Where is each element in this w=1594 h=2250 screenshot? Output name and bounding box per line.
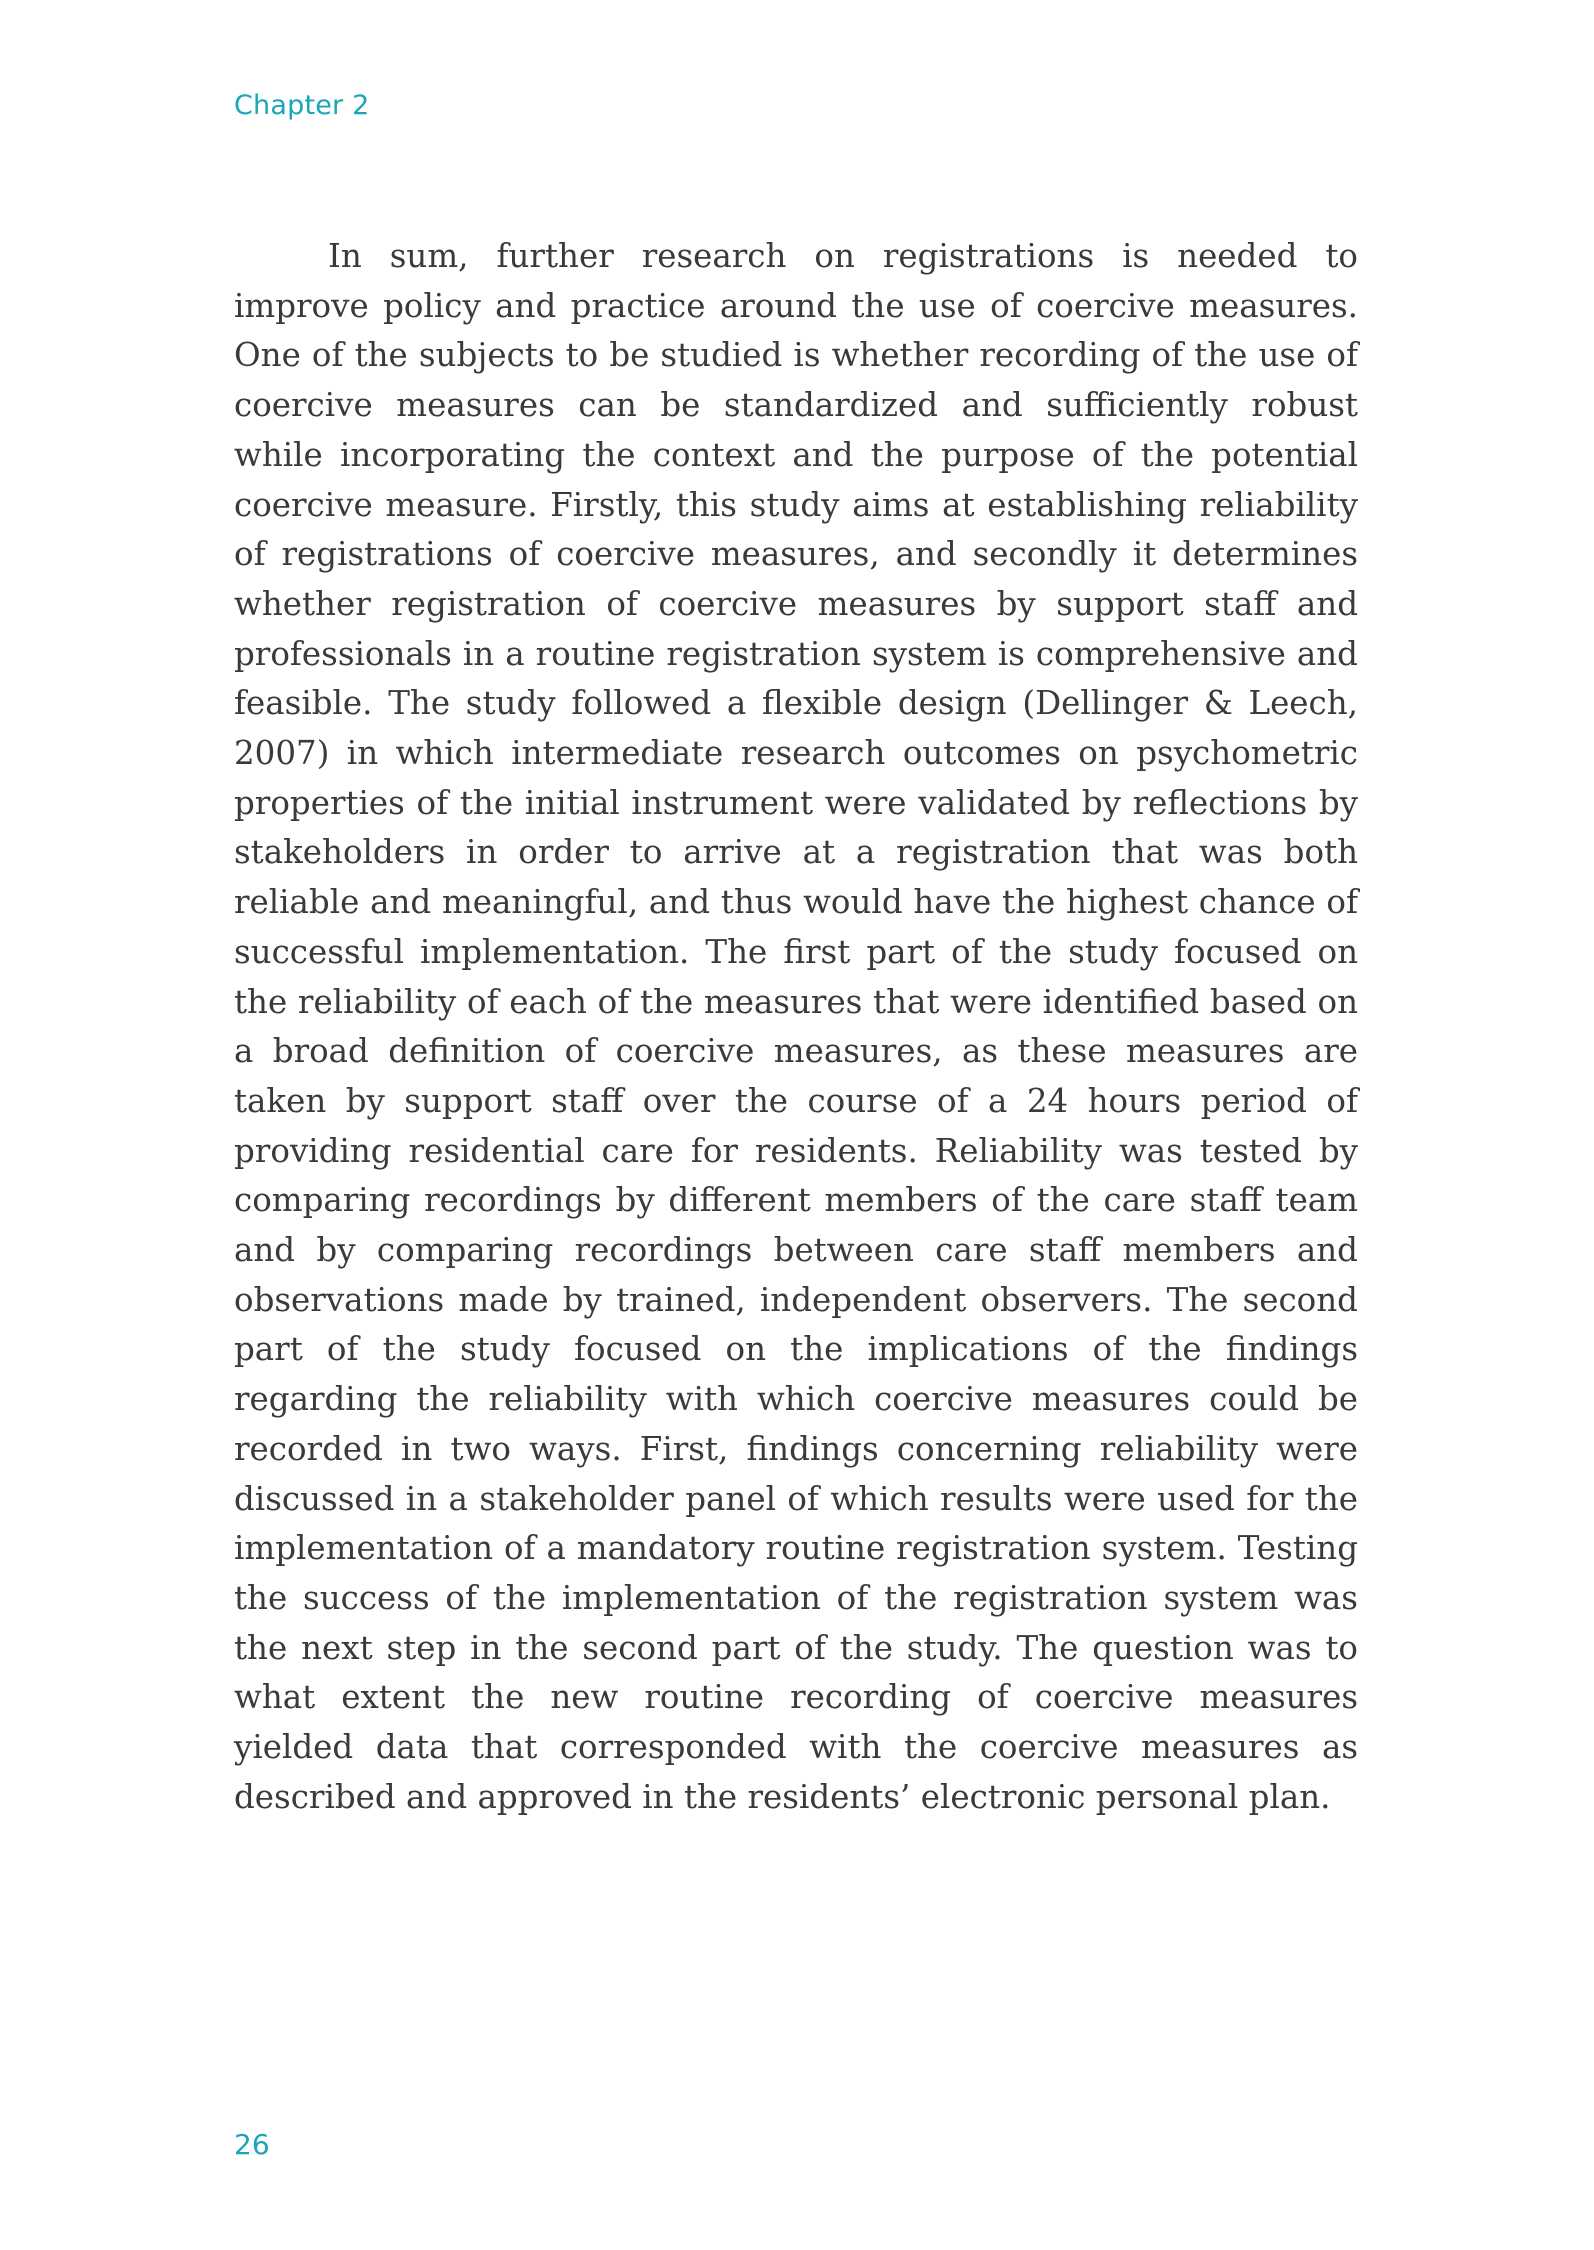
page-number: 26 — [234, 2128, 270, 2161]
chapter-header: Chapter 2 — [234, 90, 370, 121]
body-paragraph: In sum, further research on registrations is needed to improve policy and practice around the use of coercive measures. One of the subjects to be studied is whether recording of the use of coercive measures can be standardized and sufficiently robust while incorporating the context and the purpose of the potential coercive measure. Firstly, this study aims at establishing reliability of registrations of coercive measures, and secondly it determines whether registration of coercive measures by support staff and professionals in a routine registration system is comprehensive and feasible. The study followed a flexible design (Dellinger & Leech, 2007) in which intermediate research outcomes on psychometric properties of the initial instrument were validated by reflections by stakeholders in order to arrive at a registration that was both reliable and meaningful, and thus would have the highest chance of successful implementation. The first part of the study focused on the reliability of each of the measures that were identified based on a broad definition of coercive measures, as these measures are taken by support staff over the course of a 24 hours period of providing residential care for residents. Reliability was tested by comparing recordings by different members of the care staff team and by comparing recordings between care staff members and observations made by trained, independent observers. The second part of the study focused on the implications of the findings regarding the reliability with which coercive measures could be recorded in two ways. First, findings concerning reliability were discussed in a stakeholder panel of which results were used for the implementation of a mandatory routine registration system. Testing the success of the implementation of the registration system was the next step in the second part of the study. The question was to what extent the new routine recording of coercive measures yielded data that corresponded with the coercive measures as described and approved in the residents’ electronic personal plan. — [234, 237, 1358, 1816]
